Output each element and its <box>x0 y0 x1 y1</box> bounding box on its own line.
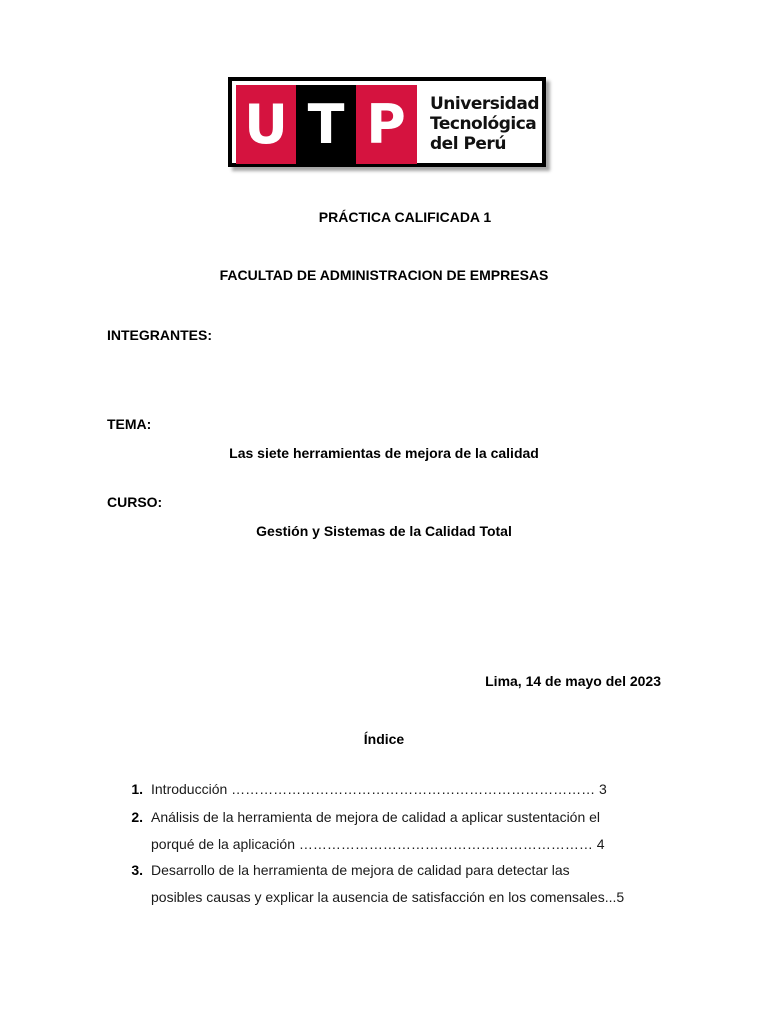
utp-logo <box>228 77 546 167</box>
faculty-heading: FACULTAD DE ADMINISTRACION DE EMPRESAS <box>219 267 549 283</box>
toc-item-text: posibles causas y explicar la ausencia de satisfacción en los comensales...5 <box>151 889 625 905</box>
logo-wordmark-line: Universidad <box>430 94 539 114</box>
toc-item-text: Introducción …………………………………………………………………… 3 <box>151 781 607 797</box>
index-heading: Índice <box>363 731 405 747</box>
logo-letter-t: T <box>307 93 345 156</box>
toc-item-text: Desarrollo de la herramienta de mejora de calidad para detectar las <box>151 862 570 878</box>
tema-value: Las siete herramientas de mejora de la calidad <box>229 445 539 461</box>
logo-letter-p: P <box>366 93 406 156</box>
logo-letter-u: U <box>244 93 288 156</box>
logo-wordmark-line: Tecnológica <box>430 114 537 134</box>
toc-item-number: 2. <box>131 809 143 825</box>
logo-wordmark <box>430 94 540 154</box>
toc-item-number: 1. <box>131 781 143 797</box>
tema-label: TEMA: <box>107 416 152 432</box>
date-line: Lima, 14 de mayo del 2023 <box>485 673 661 689</box>
integrantes-label: INTEGRANTES: <box>107 327 212 343</box>
curso-value: Gestión y Sistemas de la Calidad Total <box>256 523 512 539</box>
document-title: PRÁCTICA CALIFICADA 1 <box>318 209 492 225</box>
logo-wordmark-line: del Perú <box>430 134 506 154</box>
toc-item-text: porqué de la aplicación ……………………………………………………… 4 <box>151 836 605 852</box>
curso-label: CURSO: <box>107 494 163 510</box>
toc-item-number: 3. <box>131 862 143 878</box>
toc-item-text: Análisis de la herramienta de mejora de calidad a aplicar sustentación el <box>151 809 601 825</box>
